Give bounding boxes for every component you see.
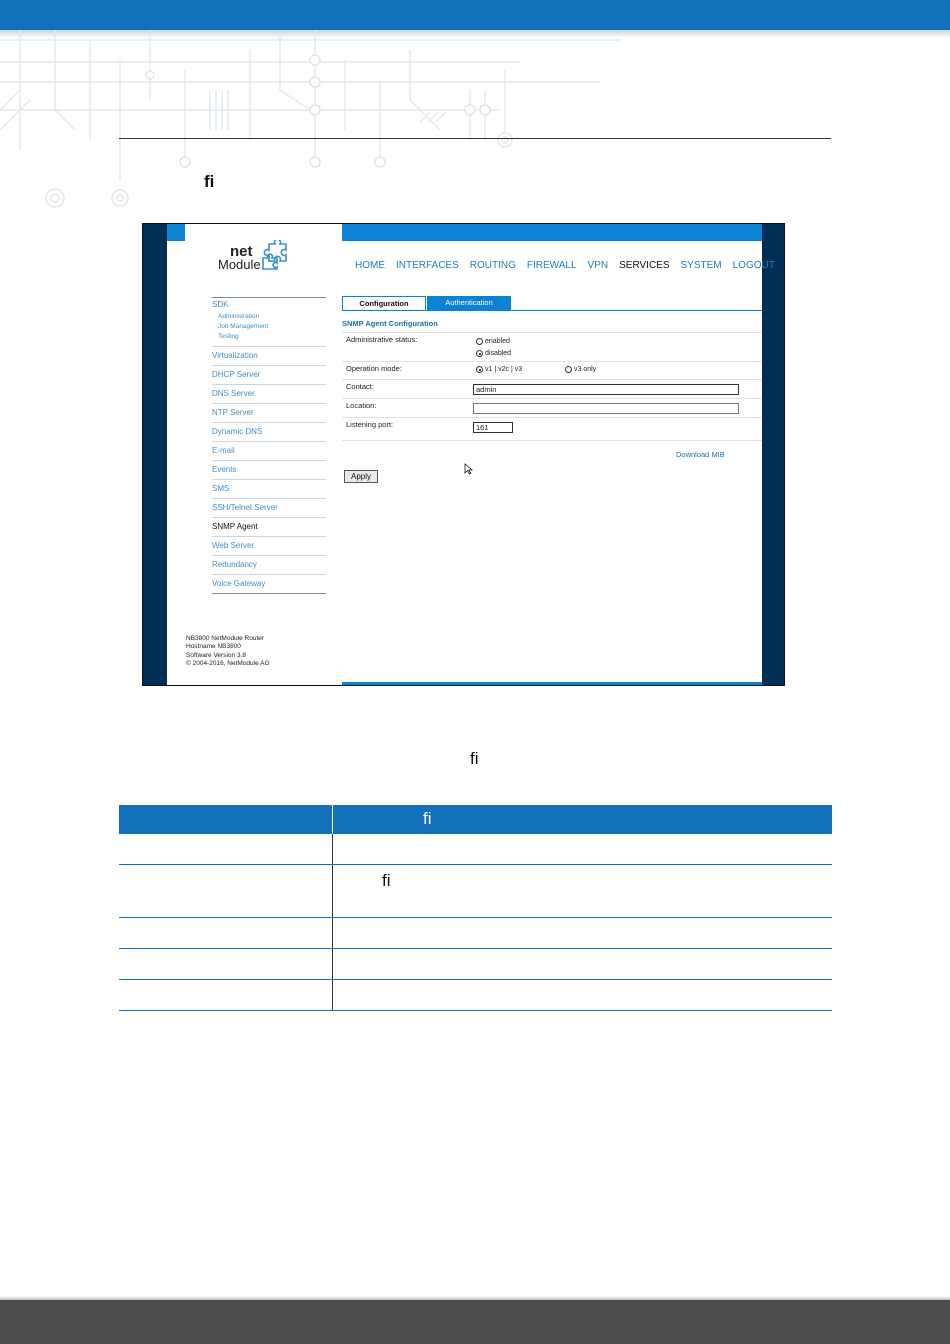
sidebar-end-rule	[212, 593, 326, 595]
radio-v3-only[interactable]	[565, 366, 596, 373]
table-row	[119, 834, 832, 865]
router-footer-info	[186, 635, 270, 668]
netmodule-logo[interactable]	[217, 240, 297, 280]
header-rule	[119, 138, 831, 139]
sidebar-item-email[interactable]: E-mail	[212, 441, 326, 460]
radio-v3-only-dot[interactable]	[565, 366, 572, 373]
listening-port-label: Listening port:	[346, 420, 394, 429]
table-row-divider	[332, 949, 333, 979]
sidebar-item-sdk[interactable]: SDK	[212, 297, 326, 312]
logo-text-module: Module	[218, 257, 261, 272]
radio-disabled[interactable]	[476, 350, 511, 357]
table-row-divider	[332, 834, 333, 864]
sidebar-item-dynamic-dns[interactable]: Dynamic DNS	[212, 422, 326, 441]
main-nav	[355, 260, 785, 271]
router-screenshot	[142, 223, 785, 686]
operation-mode-label: Operation mode:	[346, 364, 402, 373]
sidebar-subitem-job-management[interactable]: Job Management	[218, 323, 269, 330]
table-row-divider	[332, 918, 333, 948]
nav-routing[interactable]: ROUTING	[469, 260, 516, 271]
radio-v3-only-label: v3 only	[574, 366, 597, 373]
figure-caption: fi	[470, 749, 479, 768]
listening-port-input[interactable]: 161	[473, 422, 513, 433]
nav-interfaces[interactable]: INTERFACES	[396, 260, 459, 271]
table-row	[119, 918, 832, 949]
router-topbar-left	[167, 224, 185, 241]
radio-disabled-dot[interactable]	[476, 350, 483, 357]
sidebar-item-dhcp-server[interactable]: DHCP Server	[212, 365, 326, 384]
location-label: Location:	[346, 401, 377, 410]
mouse-cursor-icon	[464, 463, 474, 475]
tab-authentication[interactable]: Authentication	[427, 296, 511, 310]
table-row	[119, 949, 832, 980]
sidebar-item-events[interactable]: Events	[212, 460, 326, 479]
table-header-divider	[332, 805, 333, 834]
nav-logout[interactable]: LOGOUT	[732, 260, 775, 271]
sidebar-item-ssh-telnet-server[interactable]: SSH/Telnet Server	[212, 498, 326, 517]
download-mib-link[interactable]: Download MIB	[676, 450, 725, 459]
section-title: SNMP Agent Configuration	[342, 319, 438, 328]
table-header	[119, 805, 832, 834]
sidebar-item-virtualization[interactable]: Virtualization	[212, 346, 326, 365]
section-heading: fi	[204, 172, 215, 191]
logo-text-net: net	[230, 243, 253, 260]
contact-input[interactable]: admin	[473, 384, 739, 395]
nav-services[interactable]: SERVICES	[619, 260, 670, 271]
puzzle-icon	[261, 240, 291, 270]
location-row	[342, 398, 762, 418]
apply-button[interactable]: Apply	[344, 470, 378, 483]
nav-home[interactable]: HOME	[355, 260, 385, 271]
footer-version: Software Version 3.8	[186, 651, 246, 659]
radio-v1-v2c-v3-dot[interactable]	[476, 366, 483, 373]
table-cell: fi	[382, 871, 391, 890]
location-input[interactable]	[473, 403, 739, 414]
contact-row	[342, 379, 762, 399]
footer-copyright: © 2004-2016, NetModule AG	[186, 659, 270, 667]
table-row	[119, 865, 832, 918]
router-page	[167, 224, 775, 686]
sidebar-subitem-testing[interactable]: Testing	[218, 333, 239, 340]
sidebar-item-voice-gateway[interactable]: Voice Gateway	[212, 574, 326, 593]
radio-enabled-dot[interactable]	[476, 338, 483, 345]
header-band	[0, 0, 950, 30]
circuit-decoration	[0, 30, 640, 220]
radio-enabled-label: enabled	[485, 338, 510, 345]
sidebar-item-dns-server[interactable]: DNS Server	[212, 384, 326, 403]
listening-port-row	[342, 417, 762, 441]
admin-status-label: Administrative status:	[346, 335, 418, 344]
tab-configuration[interactable]: Configuration	[342, 296, 426, 310]
radio-enabled[interactable]	[476, 338, 510, 345]
table-row	[119, 980, 832, 1011]
radio-v1-v2c-v3-label: v1 | v2c | v3	[485, 366, 523, 373]
admin-status-row	[342, 332, 762, 362]
sidebar-item-web-server[interactable]: Web Server	[212, 536, 326, 555]
tab-underline	[342, 310, 762, 311]
router-bottombar	[342, 682, 762, 686]
nav-firewall[interactable]: FIREWALL	[526, 260, 577, 271]
sidebar-subitem-administration[interactable]: Administration	[218, 313, 260, 320]
sidebar-item-sms[interactable]: SMS	[212, 479, 326, 498]
sidebar-item-ntp-server[interactable]: NTP Server	[212, 403, 326, 422]
footer-hostname: Hostname NB3800	[186, 643, 241, 651]
config-tabs	[342, 296, 511, 310]
footer-model: NB3800 NetModule Router	[186, 635, 265, 642]
contact-label: Contact:	[346, 382, 374, 391]
table-row-divider	[332, 865, 333, 917]
sidebar-item-snmp-agent[interactable]: SNMP Agent	[212, 517, 326, 536]
parameter-table	[119, 805, 832, 1011]
services-sidebar	[212, 297, 326, 595]
operation-mode-row	[342, 361, 762, 380]
table-header-cell: fi	[423, 809, 432, 828]
footer-band	[0, 1300, 950, 1344]
nav-vpn[interactable]: VPN	[587, 260, 609, 271]
router-topbar	[342, 224, 762, 241]
table-row-divider	[332, 980, 333, 1010]
nav-system[interactable]: SYSTEM	[680, 260, 722, 271]
radio-disabled-label: disabled	[485, 350, 512, 357]
sidebar-item-redundancy[interactable]: Redundancy	[212, 555, 326, 574]
radio-v1-v2c-v3[interactable]	[476, 366, 522, 373]
